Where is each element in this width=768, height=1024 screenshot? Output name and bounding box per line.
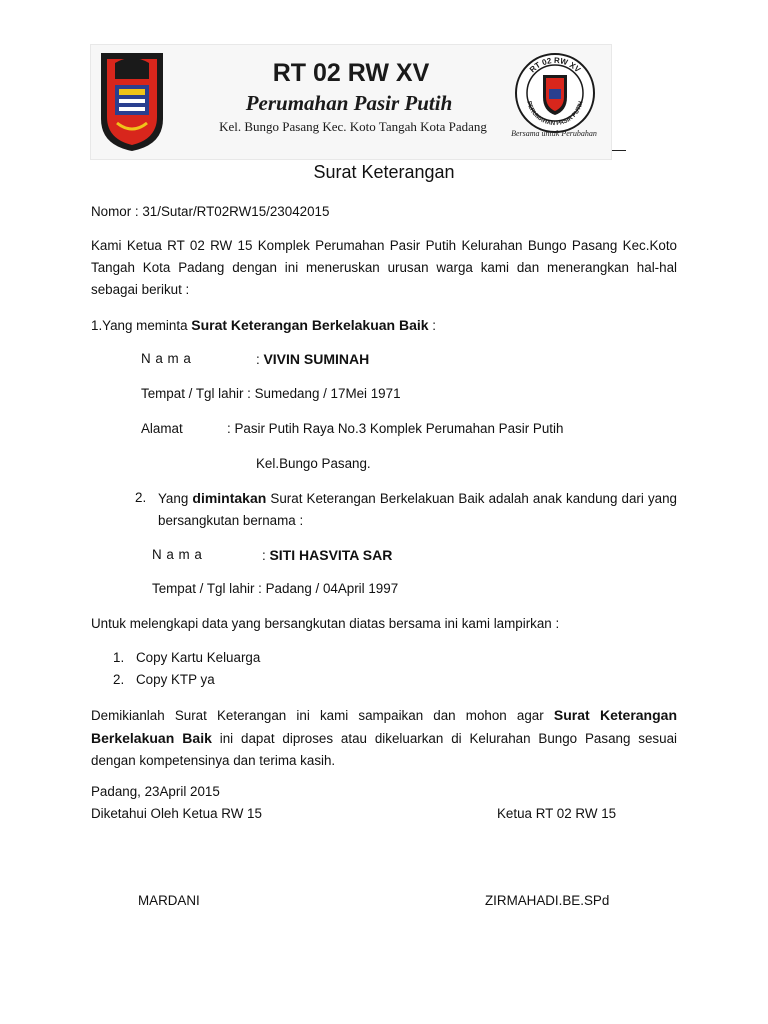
signer-right-name: ZIRMAHADI.BE.SPd — [485, 893, 610, 908]
letter-number: Nomor : 31/Sutar/RT02RW15/23042015 — [91, 204, 330, 219]
item2-number: 2. — [135, 490, 147, 505]
person2-name-value: SITI HASVITA SAR — [269, 547, 393, 563]
closing-paragraph — [91, 704, 677, 772]
item2-prefix: Yang — [158, 491, 193, 506]
person1-address-line2: Kel.Bungo Pasang. — [256, 456, 371, 471]
letterhead — [90, 44, 612, 160]
person2-name-label: N a m a — [152, 547, 203, 562]
person1-birth: Tempat / Tgl lahir : Sumedang / 17Mei 1971 — [141, 386, 401, 401]
attachment-1-text: Copy Kartu Keluarga — [136, 650, 261, 665]
document-title: Surat Keterangan — [313, 162, 455, 182]
item2-paragraph — [158, 487, 677, 532]
person2-name-sep: : — [262, 548, 270, 563]
person1-name-sep: : — [256, 352, 264, 367]
person1-address-value: : Pasir Putih Raya No.3 Komplek Perumahan Pasir Putih — [227, 421, 564, 436]
request-bold: Surat Keterangan Berkelakuan Baik — [191, 317, 429, 333]
signer-left-title: Diketahui Oleh Ketua RW 15 — [91, 806, 262, 821]
person2-birth: Tempat / Tgl lahir : Padang / 04April 1997 — [152, 581, 399, 596]
attachments-intro: Untuk melengkapi data yang bersangkutan diatas bersama ini kami lampirkan : — [91, 616, 560, 631]
item2-bold: dimintakan — [192, 490, 267, 506]
person1-name-label: N a m a — [141, 351, 192, 366]
attachment-1-number: 1. — [113, 650, 125, 665]
closing-bold: Surat Keterangan Berkelakuan Baik — [91, 707, 677, 746]
signer-left-name: MARDANI — [138, 893, 200, 908]
rt-seal-icon — [513, 51, 597, 135]
seal-ring-text: PERUMAHAN PASIR PUTIH — [525, 100, 585, 128]
intro-paragraph: Kami Ketua RT 02 RW 15 Komplek Perumahan Pasir Putih Kelurahan Bungo Pasang Kec.Koto Tangah Kota Padang dengan ini meneruskan urusan warga kami dan menerangkan hal-hal sebagai berikut : — [91, 238, 677, 297]
letterhead-title: RT 02 RW XV — [272, 59, 430, 87]
closing-prefix: Demikianlah Surat Keterangan ini kami sampaikan dan mohon agar — [91, 708, 554, 723]
request-line — [91, 314, 436, 337]
person1-name — [256, 348, 369, 371]
header-divider — [612, 150, 626, 151]
place-date: Padang, 23April 2015 — [91, 784, 220, 799]
letterhead-subtitle: Perumahan Pasir Putih — [245, 91, 453, 115]
person1-name-value: VIVIN SUMINAH — [263, 351, 370, 367]
signer-right-title: Ketua RT 02 RW 15 — [497, 806, 617, 821]
item2-suffix: Surat Keterangan Berkelakuan Baik adalah anak kandung dari yang bersangkutan bernama : — [158, 491, 677, 528]
letterhead-address: Kel. Bungo Pasang Kec. Koto Tangah Kota Padang — [219, 119, 487, 134]
person2-name — [262, 544, 392, 567]
attachment-2-number: 2. — [113, 672, 125, 687]
city-emblem-icon — [97, 49, 167, 153]
person1-address-label: Alamat — [141, 421, 183, 436]
closing-suffix: ini dapat diproses atau dikeluarkan di Kelurahan Bungo Pasang sesuai dengan kompetensinya dan terima kasih. — [91, 731, 677, 768]
attachment-2-text: Copy KTP ya — [136, 672, 215, 687]
request-suffix: : — [428, 318, 437, 333]
seal-ring-text: RT 02 RW XV — [527, 55, 583, 75]
letterhead-motto: Bersama untuk Perubahan — [511, 129, 597, 138]
request-prefix: 1.Yang meminta — [91, 318, 192, 333]
